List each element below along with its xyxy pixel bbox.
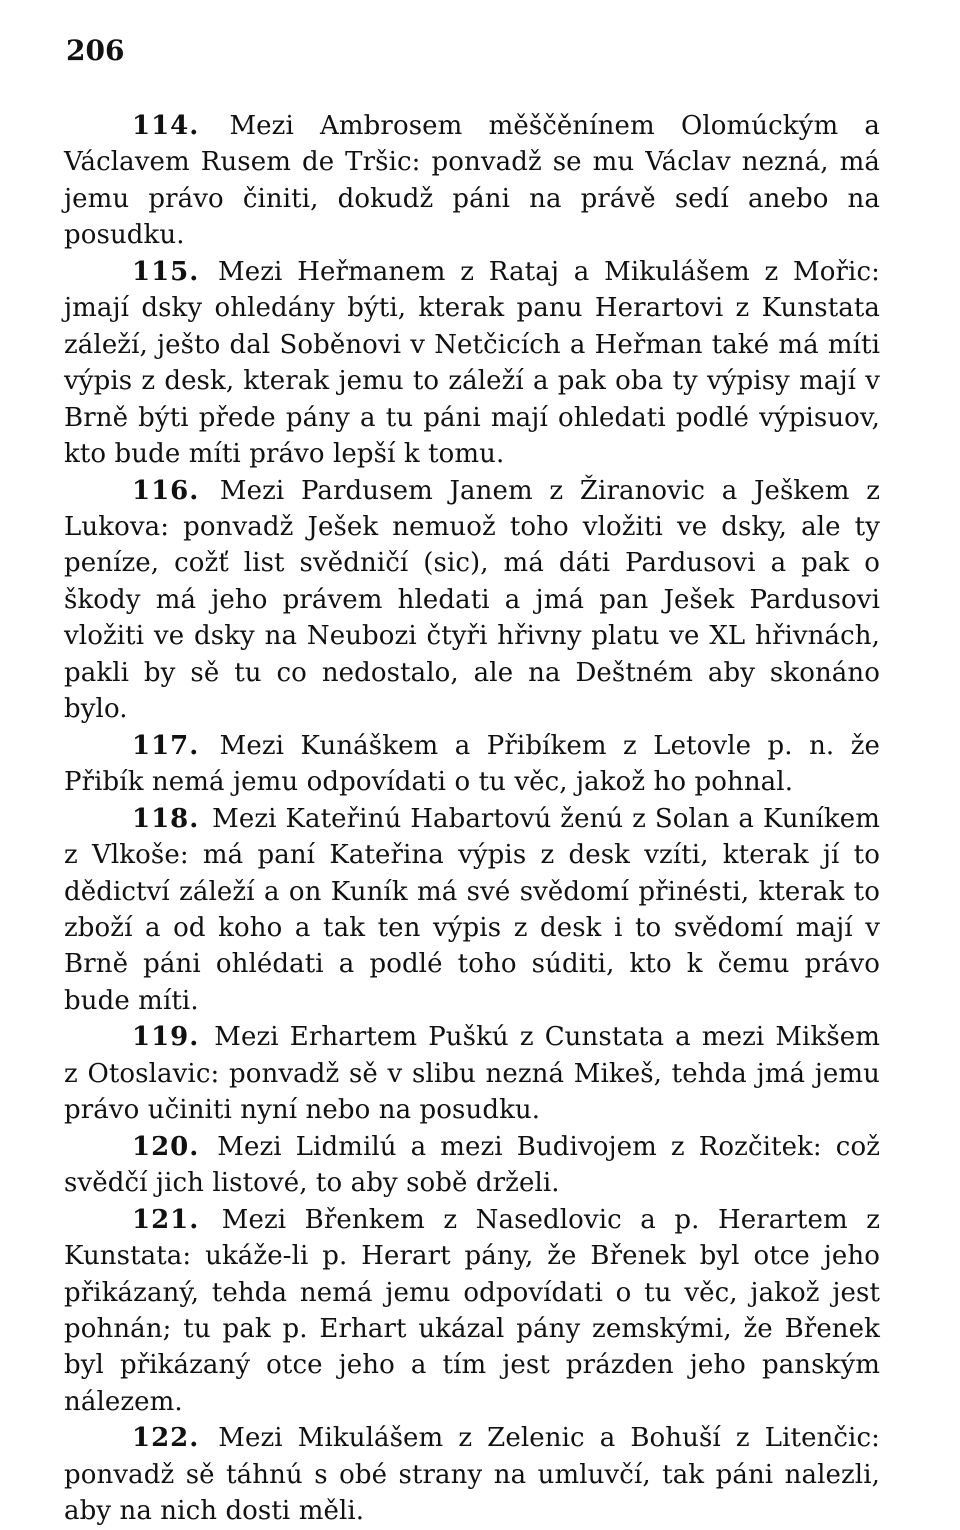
entry-text: Mezi Pardusem Janem z Žiranovic a Ješkem z Lukova: ponvadž Ješek nemuož toho vložiti ve dsky, ale ty peníze, cožť list svědničí (sic), má dáti Pardusovi a pak o škody má jeho právem hledati a jmá pan Ješek Pardusovi vložiti ve dsky na Neubozi čtyři hřivny platu ve XL hřivnách, pakli by sě tu co nedostalo, ale na Deštném aby skonáno bylo. <box>64 475 880 725</box>
entry-121 <box>64 1202 880 1421</box>
entry-number: 119. <box>132 1022 200 1053</box>
entry-116 <box>64 473 880 728</box>
entry-number: 122. <box>132 1423 200 1454</box>
entry-number: 118. <box>132 803 200 834</box>
entry-number: 121. <box>132 1204 200 1235</box>
entry-text: Mezi Ambrosem měščěnínem Olomúckým a Václavem Rusem de Tršic: ponvadž se mu Václav nezná, má jemu právo činiti, dokudž páni na právě sedí anebo na posudku. <box>64 111 881 251</box>
entry-number: 116. <box>132 475 200 506</box>
entry-text: Mezi Břenkem z Nasedlovic a p. Herartem z Kunstata: ukáže-li p. Herart pány, že Břenek byl otce jeho přikázaný, tehda nemá jemu odpovídati o tu věc, jakož jest pohnán; tu pak p. Erhart ukázal pány zemskými, že Břenek byl přikázaný otce jeho a tím jest prázden jeho panským nálezem. <box>64 1204 881 1417</box>
entry-118 <box>64 801 880 1020</box>
entry-text: Mezi Mikulášem z Zelenic a Bohuší z Litenčic: ponvadž sě táhnú s obé strany na umluvčí, tak páni nalezli, aby na nich dosti měli. <box>64 1423 880 1527</box>
page-body <box>64 108 880 1530</box>
entry-117 <box>64 728 880 801</box>
entry-114 <box>64 108 880 254</box>
entry-text: Mezi Kunáškem a Přibíkem z Letovle p. n. že Přibík nemá jemu odpovídati o tu věc, jakož ho pohnal. <box>64 730 881 798</box>
entry-number: 115. <box>132 256 200 287</box>
entry-119 <box>64 1019 880 1128</box>
entry-122 <box>64 1420 880 1529</box>
entry-text: Mezi Kateřinú Habartovú ženú z Solan a Kuníkem z Vlkoše: má paní Kateřina výpis z desk vzíti, kterak jí to dědictví záleží a on Kuník má své svědomí přinésti, kterak to zboží a od koho a tak ten výpis z desk i to svědomí mají v Brně páni ohlédati a podlé toho súditi, kto k čemu právo bude míti. <box>64 803 881 1016</box>
entry-text: Mezi Lidmilú a mezi Budivojem z Rozčitek: což svědčí jich listové, to aby sobě drželi. <box>64 1131 880 1199</box>
entry-text: Mezi Heřmanem z Rataj a Mikulášem z Mořic: jmají dsky ohledány býti, kterak panu Herartovi z Kunstata záleží, ješto dal Soběnovi v Netčicích a Heřman také má míti výpis z desk, kterak jemu to záleží a pak oba ty výpisy mají v Brně býti přede pány a tu páni mají ohledati podlé výpisuov, kto bude míti právo lepší k tomu. <box>64 256 880 470</box>
entry-number: 120. <box>132 1131 200 1162</box>
entry-text: Mezi Erhartem Puškú z Cunstata a mezi Mikšem z Otoslavic: ponvadž sě v slibu nezná Mikeš, tehda jmá jemu právo učiniti nyní nebo na posudku. <box>64 1022 881 1126</box>
entry-115 <box>64 254 880 473</box>
entry-number: 114. <box>132 111 200 141</box>
page-number: 206 <box>66 34 125 67</box>
entry-120 <box>64 1129 880 1202</box>
entry-number: 117. <box>132 730 200 761</box>
